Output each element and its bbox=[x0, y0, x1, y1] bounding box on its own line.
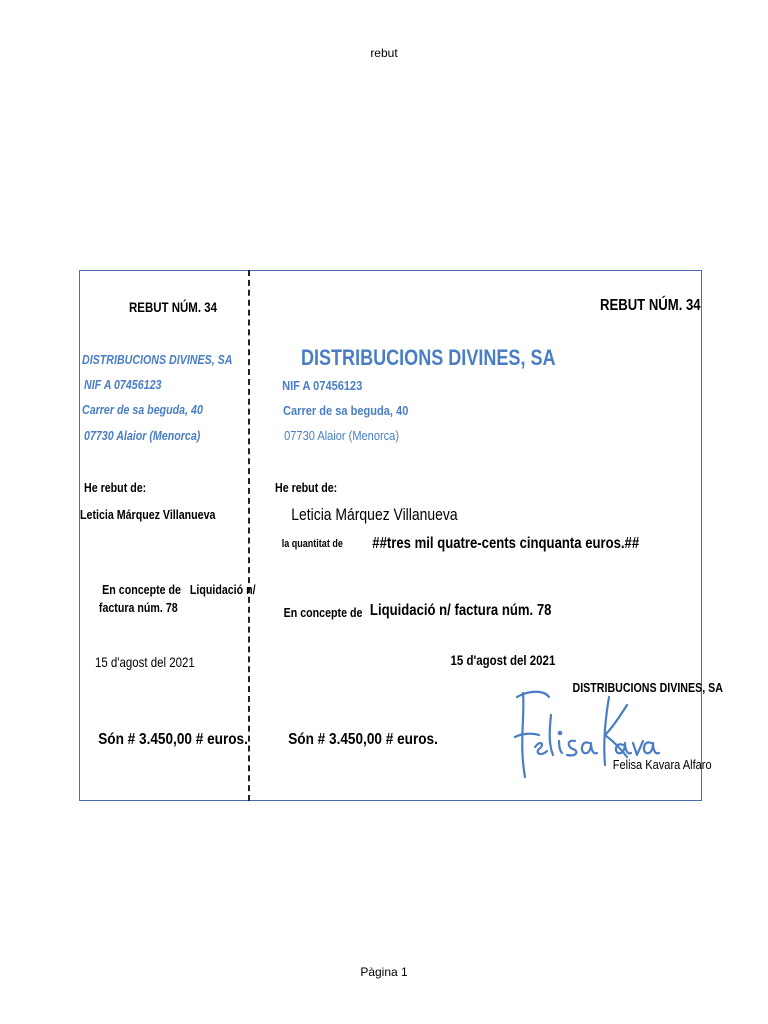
page-header: rebut bbox=[370, 46, 398, 60]
stub-payer-name: Leticia Márquez Villanueva bbox=[80, 507, 216, 522]
main-concept-label: En concepte de bbox=[283, 605, 363, 620]
main-company-address: Carrer de sa beguda, 40 bbox=[283, 403, 409, 418]
signer-name: Felisa Kavara Alfaro bbox=[612, 757, 712, 772]
amount-in-words: ##tres mil quatre-cents cinquanta euros.## bbox=[372, 535, 640, 552]
stub-company-address: Carrer de sa beguda, 40 bbox=[82, 402, 203, 417]
cut-line bbox=[248, 270, 250, 801]
main-company-city: 07730 Alaior (Menorca) bbox=[284, 428, 400, 443]
stub-received-from-label: He rebut de: bbox=[84, 480, 147, 495]
main-received-from-label: He rebut de: bbox=[275, 480, 338, 495]
stub-company-nif: NIF A 07456123 bbox=[84, 377, 162, 392]
amount-label: la quantitat de bbox=[281, 538, 343, 550]
main-receipt-number: REBUT NÚM. 34 bbox=[600, 297, 701, 314]
stub-total: Són # 3.450,00 # euros. bbox=[98, 731, 248, 748]
stub-date: 15 d'agost del 2021 bbox=[94, 654, 195, 670]
main-company-nif: NIF A 07456123 bbox=[282, 378, 363, 393]
page-footer: Pàgina 1 bbox=[360, 965, 408, 979]
main-payer-name: Leticia Márquez Villanueva bbox=[291, 505, 458, 524]
stub-concept bbox=[99, 581, 271, 617]
main-concept-value: Liquidació n/ factura núm. 78 bbox=[369, 602, 552, 619]
stub-receipt-number: REBUT NÚM. 34 bbox=[129, 299, 218, 315]
stub-company-city: 07730 Alaior (Menorca) bbox=[84, 428, 201, 443]
signer-company: DISTRIBUCIONS DIVINES, SA bbox=[572, 680, 723, 695]
stub-company-name: DISTRIBUCIONS DIVINES, SA bbox=[82, 352, 233, 367]
stub-concept-label: En concepte de bbox=[102, 582, 181, 597]
main-company-name: DISTRIBUCIONS DIVINES, SA bbox=[300, 345, 556, 370]
main-total: Són # 3.450,00 # euros. bbox=[288, 731, 438, 748]
stub-concept-value: Liquidació n/ factura núm. 78 bbox=[98, 582, 256, 615]
main-date: 15 d'agost del 2021 bbox=[450, 652, 556, 668]
